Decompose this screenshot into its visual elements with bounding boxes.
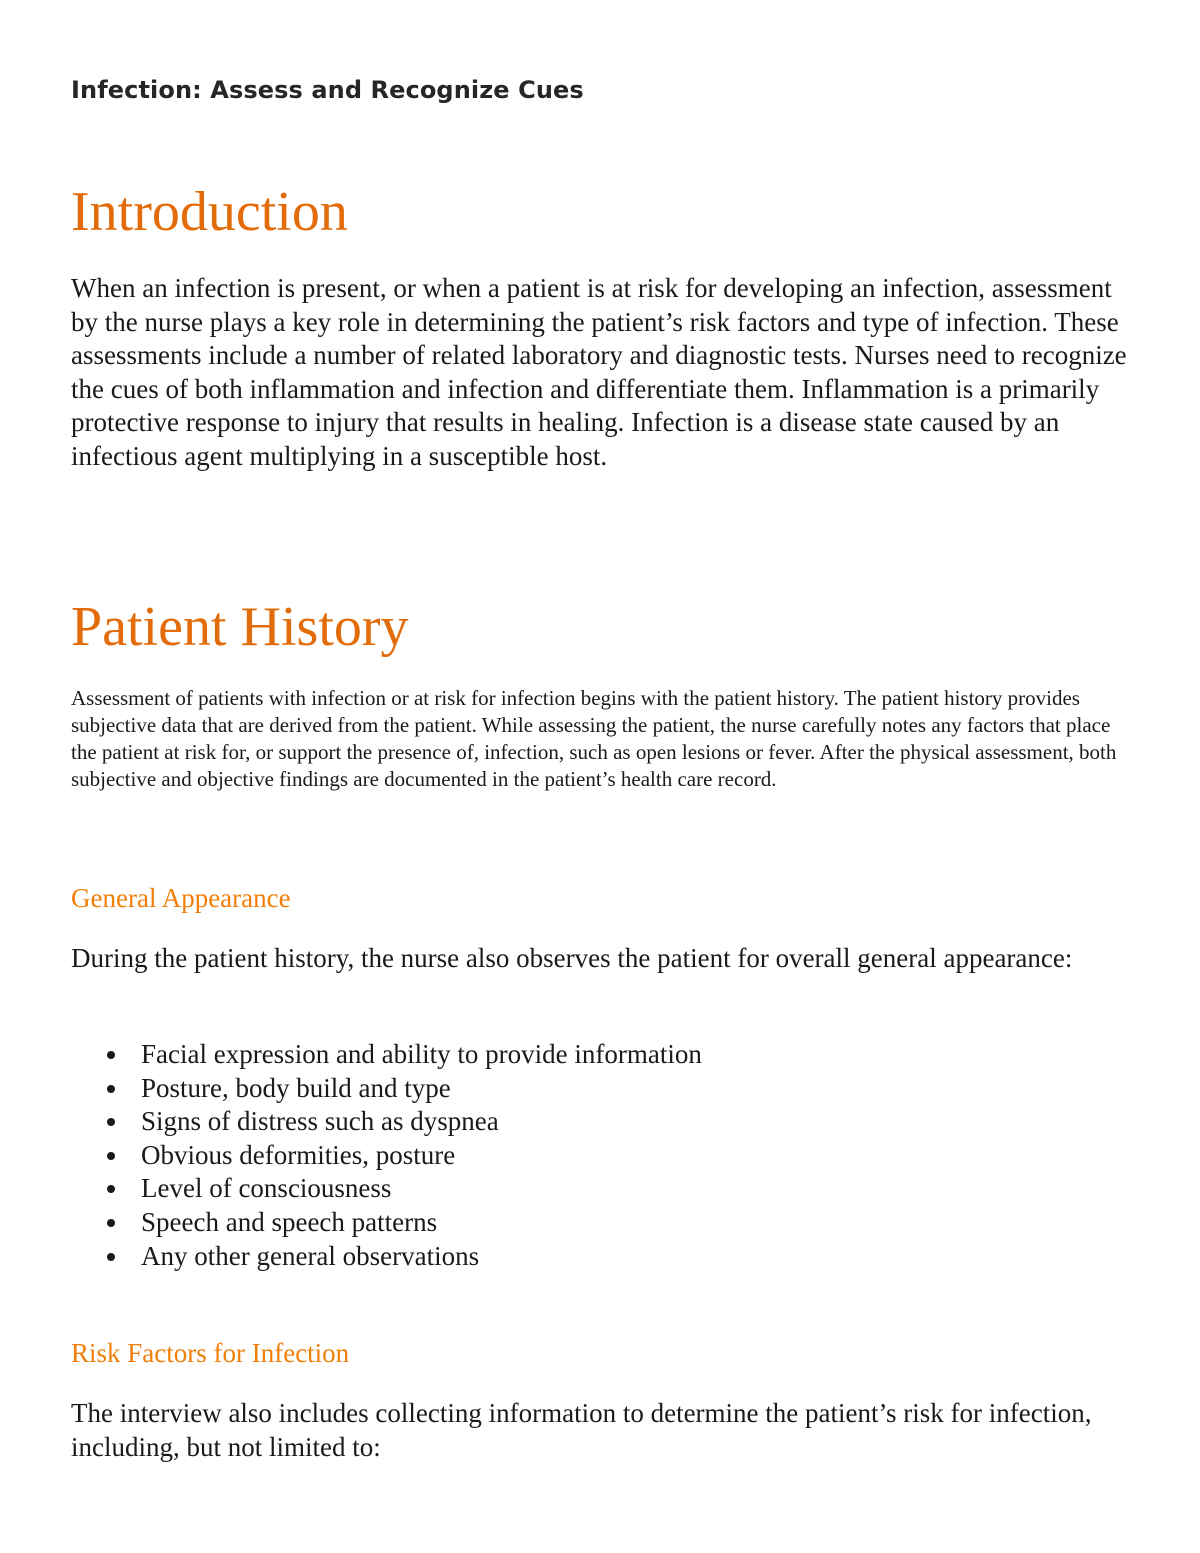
bullet-icon	[107, 1253, 115, 1261]
list-item-text: Posture, body build and type	[141, 1072, 451, 1103]
patient-history-heading: Patient History	[71, 596, 409, 658]
list-item	[71, 1206, 702, 1240]
list-item	[71, 1072, 702, 1106]
list-item-text: Level of consciousness	[141, 1173, 392, 1204]
general-appearance-heading: General Appearance	[71, 883, 291, 913]
patient-history-paragraph: Assessment of patients with infection or at risk for infection begins with the patient history. The patient history provides subjective data that are derived from the patient. While assessing the patient, the nurse carefully notes any factors that place the patient at risk for, or support the presence of, infection, such as open lesions or fever. After the physical assessment, both subjective and objective findings are documented in the patient’s health care record.	[71, 686, 1117, 791]
general-appearance-paragraph: During the patient history, the nurse also observes the patient for overall general appearance:	[71, 943, 1073, 973]
bullet-icon	[107, 1051, 115, 1059]
list-item-text: Signs of distress such as dyspnea	[141, 1106, 499, 1137]
list-item-text: Any other general observations	[141, 1240, 480, 1271]
list-item-text: Speech and speech patterns	[141, 1206, 438, 1237]
document-header-title: Infection: Assess and Recognize Cues	[71, 76, 584, 104]
list-item-text: Facial expression and ability to provide information	[141, 1039, 702, 1069]
general-appearance-list	[71, 1038, 702, 1273]
risk-factors-heading: Risk Factors for Infection	[71, 1338, 350, 1368]
list-item	[71, 1105, 702, 1139]
list-item	[71, 1172, 702, 1206]
bullet-icon	[107, 1219, 115, 1227]
bullet-icon	[107, 1085, 115, 1093]
bullet-icon	[107, 1185, 115, 1193]
bullet-icon	[107, 1152, 115, 1160]
list-item	[71, 1139, 702, 1173]
list-item	[71, 1240, 702, 1274]
list-item	[71, 1038, 702, 1072]
introduction-paragraph: When an infection is present, or when a patient is at risk for developing an infection, assessment by the nurse plays a key role in determining the patient’s risk factors and type of infection. These assessments include a number of related laboratory and diagnostic tests. Nurses need to recognize the cues of both inflammation and infection and differentiate them. Inflammation is a primarily protective response to injury that results in healing. Infection is a disease state caused by an infectious agent multiplying in a susceptible host.	[71, 273, 1127, 471]
introduction-heading: Introduction	[71, 181, 348, 243]
risk-factors-paragraph: The interview also includes collecting information to determine the patient’s risk for infection, including, but not limited to:	[71, 1398, 1092, 1462]
list-item-text: Obvious deformities, posture	[141, 1139, 456, 1170]
bullet-icon	[107, 1118, 115, 1126]
